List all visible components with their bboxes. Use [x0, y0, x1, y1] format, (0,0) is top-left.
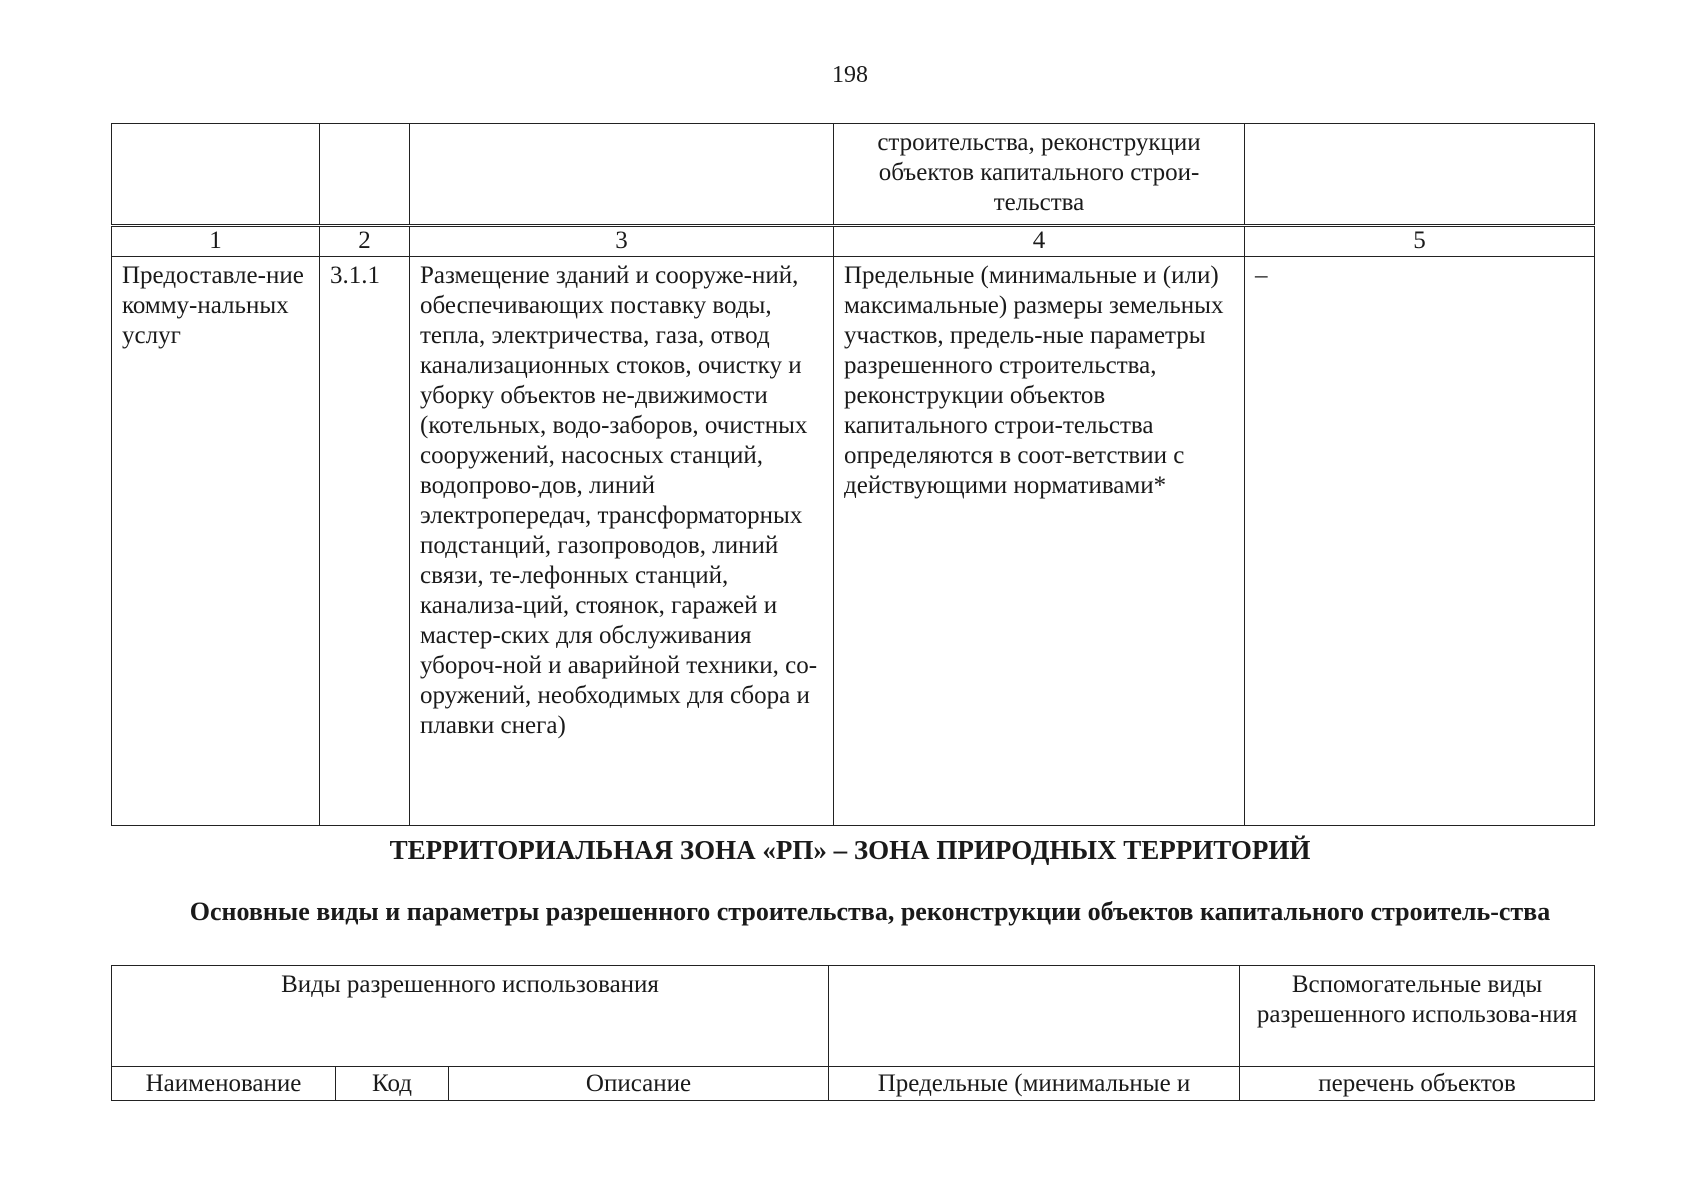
usage-table-continued — [111, 123, 1595, 826]
column-header-code: Код — [336, 1067, 449, 1101]
header-parameters — [829, 966, 1240, 1067]
usage-description-cell: Размещение зданий и сооруже-ний, обеспечивающих поставку воды, тепла, электричества, газа, отвод канализационных стоков, очистку и уборку объектов не-движимости (котельных, водо-заборов, очистных сооружений, насосных станций, водопрово-дов, линий электропередач, трансформаторных подстанций, газопроводов, линий связи, те-лефонных станций, канализа-ций, стоянок, гаражей и мастер-ских для обслуживания убороч-ной и аварийной техники, со-оружений, необходимых для сбора и плавки снега) — [410, 257, 834, 826]
column-header-parameters: Предельные (минимальные и — [829, 1067, 1240, 1101]
usage-parameters-cell: Предельные (минимальные и (или) максимальные) размеры земельных участков, предель-ные параметры разрешенного строительства, реконструкции объектов капитального строи-тельства определяются в соот-ветствии с действующими нормативами* — [834, 257, 1245, 826]
column-header-description: Описание — [449, 1067, 829, 1101]
column-number-5: 5 — [1245, 226, 1595, 257]
page-number: 198 — [832, 62, 868, 88]
header-auxiliary-types: Вспомогательные виды разрешенного использова-ния — [1240, 966, 1595, 1067]
table-row-continuation — [112, 124, 1595, 226]
continuation-cell-4: строительства, реконструкции объектов капитального строи-тельства — [834, 124, 1245, 226]
column-header-auxiliary: перечень объектов — [1240, 1067, 1595, 1101]
table-row — [112, 257, 1595, 826]
table-row-column-numbers — [112, 226, 1595, 257]
continuation-cell-3 — [410, 124, 834, 226]
column-number-4: 4 — [834, 226, 1245, 257]
table-header-row-1 — [112, 966, 1595, 1067]
usage-auxiliary-cell: – — [1245, 257, 1595, 826]
section-title: Основные виды и параметры разрешенного строительства, реконструкции объектов капитального строитель-ства — [189, 897, 1551, 926]
zone-title: ТЕРРИТОРИАЛЬНАЯ ЗОНА «РП» – ЗОНА ПРИРОДНЫХ ТЕРРИТОРИЙ — [389, 835, 1311, 865]
column-header-name: Наименование — [112, 1067, 336, 1101]
header-usage-types: Виды разрешенного использования — [112, 966, 829, 1067]
column-number-2: 2 — [320, 226, 410, 257]
usage-table-header — [111, 965, 1595, 1101]
continuation-cell-1 — [112, 124, 320, 226]
continuation-cell-2 — [320, 124, 410, 226]
column-number-1: 1 — [112, 226, 320, 257]
column-number-3: 3 — [410, 226, 834, 257]
usage-name-cell: Предоставле-ние комму-нальных услуг — [112, 257, 320, 826]
table-header-row-2 — [112, 1067, 1595, 1101]
continuation-cell-5 — [1245, 124, 1595, 226]
usage-code-cell: 3.1.1 — [320, 257, 410, 826]
